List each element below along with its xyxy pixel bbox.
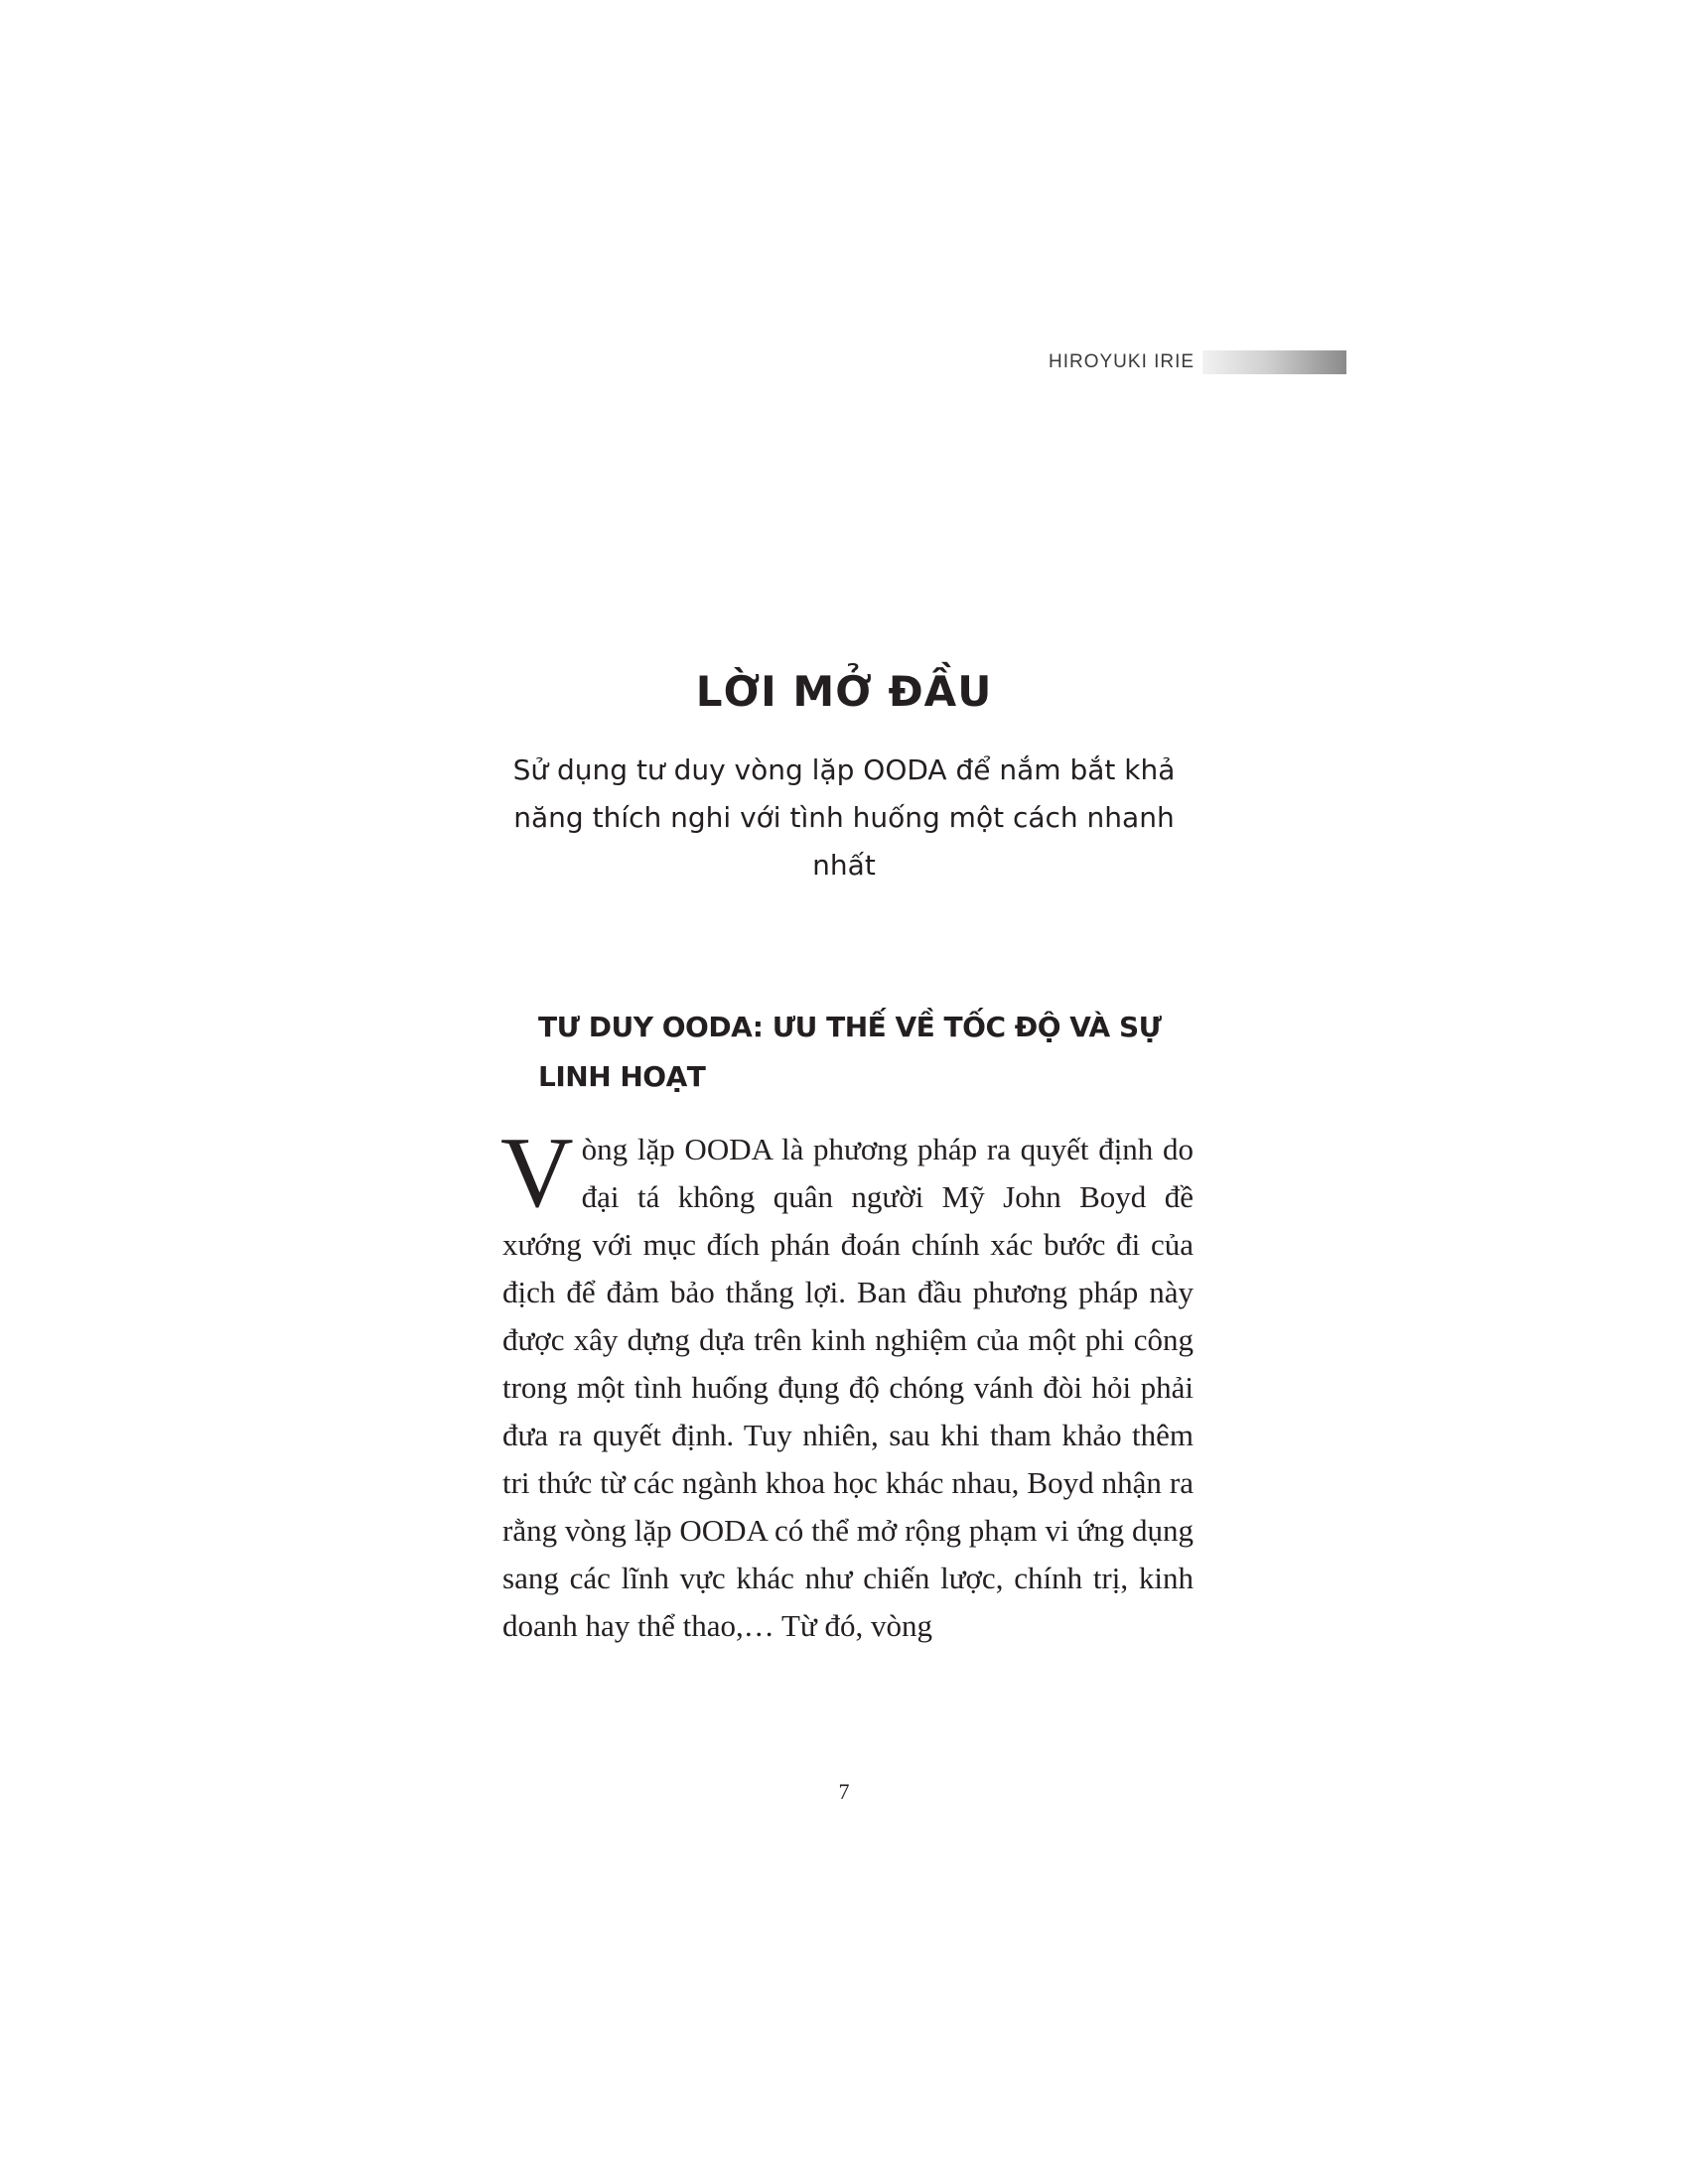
section-heading: TƯ DUY OODA: ƯU THẾ VỀ TỐC ĐỘ VÀ SỰ LINH HOẠT bbox=[538, 1011, 1162, 1093]
running-header-gradient-bar bbox=[1202, 350, 1346, 374]
drop-cap: V bbox=[500, 1117, 574, 1229]
body-paragraph bbox=[500, 1117, 1194, 1650]
running-header bbox=[1049, 349, 1346, 375]
chapter-subtitle: Sử dụng tư duy vòng lặp OODA để nắm bắt khả năng thích nghi với tình huống một cách nhanh nhất bbox=[512, 753, 1176, 882]
running-header-author: HIROYUKI IRIE bbox=[1049, 351, 1196, 372]
body-paragraph-text: òng lặp OODA là phương pháp ra quyết định do đại tá không quân người Mỹ John Boyd đề xướng với mục đích phán đoán chính xác bước đi của địch để đảm bảo thắng lợi. Ban đầu phương pháp này được xây dựng dựa trên kinh nghiệm của một phi công trong một tình huống đụng độ chóng vánh đòi hỏi phải đưa ra quyết định. Tuy nhiên, sau khi tham khảo thêm tri thức từ các ngành khoa học khác nhau, Boyd nhận ra rằng vòng lặp OODA có thể mở rộng phạm vi ứng dụng sang các lĩnh vực khác như chiến lược, chính trị, kinh doanh hay thể thao,… Từ đó, vòng bbox=[502, 1132, 1194, 1643]
chapter-title: LỜI MỞ ĐẦU bbox=[695, 667, 993, 716]
page-number: 7 bbox=[838, 1779, 850, 1804]
